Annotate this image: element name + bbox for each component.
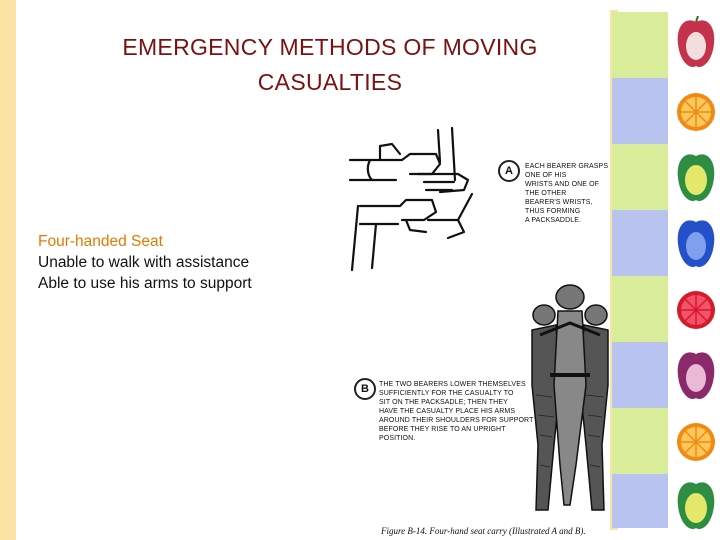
step-a-caption [525,162,612,225]
condition-line: Able to use his arms to support [38,275,252,292]
color-square [612,210,668,276]
color-square [612,408,668,474]
blue-apple-slice-icon [674,216,718,272]
caption-line: AROUND THEIR SHOULDERS FOR SUPPORT [379,417,534,424]
interlocked-hands-drawing [340,120,490,275]
color-square [612,276,668,342]
four-hand-seat-illustration [340,120,612,540]
orange-slice-icon [674,414,718,470]
color-square [612,12,668,78]
figure-caption: Figure B-14. Four-hand seat carry (Illustrated A and B). [381,526,586,536]
caption-line: SIT ON THE PACKSADLE; THEN THEY [379,399,508,406]
step-a-badge: A [498,160,520,182]
red-orange-slice-icon [674,282,718,338]
left-accent-bar [0,0,16,540]
green-apple-slice-icon [674,150,718,206]
caption-line: POSITION. [379,435,416,442]
color-square [612,144,668,210]
condition-line: Unable to walk with assistance [38,254,250,271]
text-block [38,231,252,294]
apple-slice-icon [674,16,718,72]
caption-line: BEARER'S WRISTS, THUS FORMING [525,199,593,215]
bearers-carrying-casualty-drawing [530,275,610,520]
caption-line: WRISTS AND ONE OF THE OTHER [525,181,600,197]
orange-slice-icon [674,84,718,140]
title-line: EMERGENCY METHODS OF MOVING [122,34,538,60]
caption-line: THE TWO BEARERS LOWER THEMSELVES [379,381,526,388]
purple-apple-slice-icon [674,348,718,404]
title-line: CASUALTIES [257,69,403,95]
color-square [612,342,668,408]
step-b-caption [379,380,533,443]
step-b-badge: B [354,378,376,400]
slide-title [60,30,600,100]
decorative-fruit-strip [612,12,720,528]
caption-line: SUFFICIENTLY FOR THE CASUALTY TO [379,390,514,397]
caption-line: HAVE THE CASUALTY PLACE HIS ARMS [379,408,516,415]
caption-line: BEFORE THEY RISE TO AN UPRIGHT [379,426,506,433]
color-square [612,474,668,528]
color-square [612,78,668,144]
caption-line: A PACKSADDLE. [525,217,582,224]
caption-line: EACH BEARER GRASPS ONE OF HIS [525,163,609,179]
green-apple-slice-icon [674,478,718,534]
carry-method-heading: Four-handed Seat [38,233,163,250]
